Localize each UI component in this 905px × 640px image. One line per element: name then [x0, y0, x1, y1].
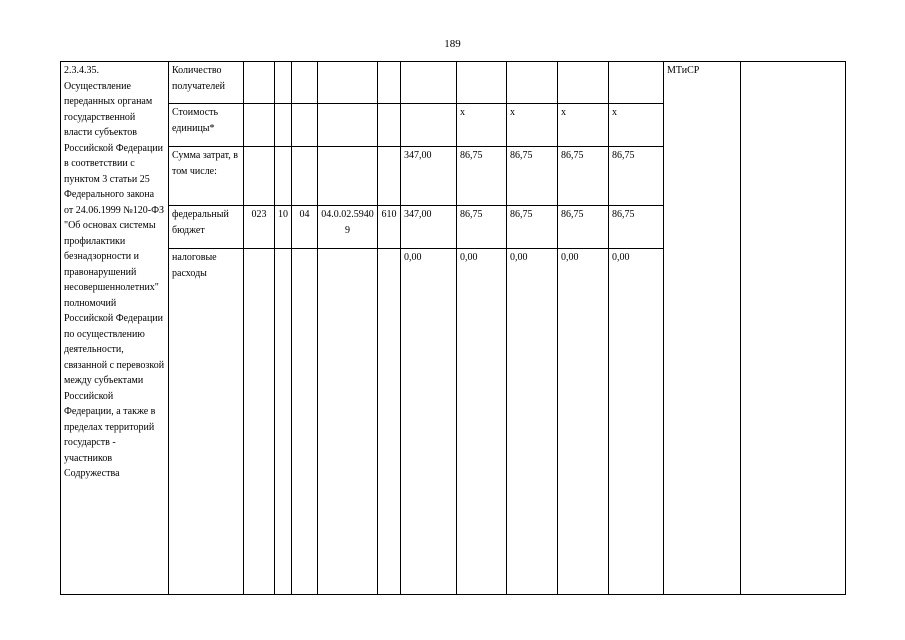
responsible-executor: МТиСР — [664, 62, 741, 595]
value-cell: 0,00 — [401, 249, 457, 595]
table-row — [61, 62, 846, 104]
code-cell — [292, 147, 318, 206]
row-label: Количество получателей — [169, 62, 244, 104]
code-cell: 10 — [275, 206, 292, 249]
code-cell — [244, 147, 275, 206]
value-cell: 0,00 — [457, 249, 507, 595]
program-table — [60, 61, 846, 595]
value-cell — [401, 104, 457, 147]
value-cell: x — [457, 104, 507, 147]
value-cell: 86,75 — [609, 147, 664, 206]
code-cell — [275, 147, 292, 206]
code-cell — [244, 249, 275, 595]
code-cell — [378, 62, 401, 104]
value-cell: 0,00 — [609, 249, 664, 595]
code-cell — [292, 249, 318, 595]
code-cell — [292, 104, 318, 147]
code-cell — [244, 104, 275, 147]
code-cell — [275, 249, 292, 595]
value-cell: 86,75 — [558, 147, 609, 206]
value-cell: 0,00 — [558, 249, 609, 595]
page-number: 189 — [444, 38, 461, 50]
empty-column — [741, 62, 846, 595]
code-cell — [244, 62, 275, 104]
code-cell — [318, 104, 378, 147]
code-cell — [378, 104, 401, 147]
value-cell: x — [609, 104, 664, 147]
value-cell — [609, 62, 664, 104]
row-label: федеральный бюджет — [169, 206, 244, 249]
value-cell: 86,75 — [507, 147, 558, 206]
row-label: налоговые расходы — [169, 249, 244, 595]
value-cell: x — [507, 104, 558, 147]
value-cell: 86,75 — [507, 206, 558, 249]
value-cell: 86,75 — [457, 147, 507, 206]
code-cell — [318, 62, 378, 104]
code-cell: 04.0.02.59409 — [318, 206, 378, 249]
value-cell: x — [558, 104, 609, 147]
value-cell: 86,75 — [558, 206, 609, 249]
code-cell — [275, 62, 292, 104]
value-cell — [507, 62, 558, 104]
code-cell: 04 — [292, 206, 318, 249]
code-cell: 023 — [244, 206, 275, 249]
code-cell — [318, 249, 378, 595]
code-cell — [275, 104, 292, 147]
value-cell: 86,75 — [609, 206, 664, 249]
code-cell — [318, 147, 378, 206]
value-cell: 347,00 — [401, 147, 457, 206]
value-cell — [457, 62, 507, 104]
value-cell: 347,00 — [401, 206, 457, 249]
row-label: Стоимость единицы* — [169, 104, 244, 147]
item-description: 2.3.4.35. Осуществление переданных органам государственной власти субъектов Российской Федерации в соответствии с пунктом 3 статьи 25 Федерального закона от 24.06.1999 №120-ФЗ "Об основах системы профилактики безнадзорности и правонарушений несовершеннолетних" полномочий Российской Федерации по осуществлению деятельности, связанной с перевозкой между субъектами Российской Федерации, а также в пределах территорий государств - участников Содружества — [61, 62, 169, 595]
row-label: Сумма затрат, в том числе: — [169, 147, 244, 206]
value-cell — [558, 62, 609, 104]
value-cell: 0,00 — [507, 249, 558, 595]
code-cell — [292, 62, 318, 104]
code-cell — [378, 249, 401, 595]
value-cell: 86,75 — [457, 206, 507, 249]
value-cell — [401, 62, 457, 104]
code-cell: 610 — [378, 206, 401, 249]
code-cell — [378, 147, 401, 206]
